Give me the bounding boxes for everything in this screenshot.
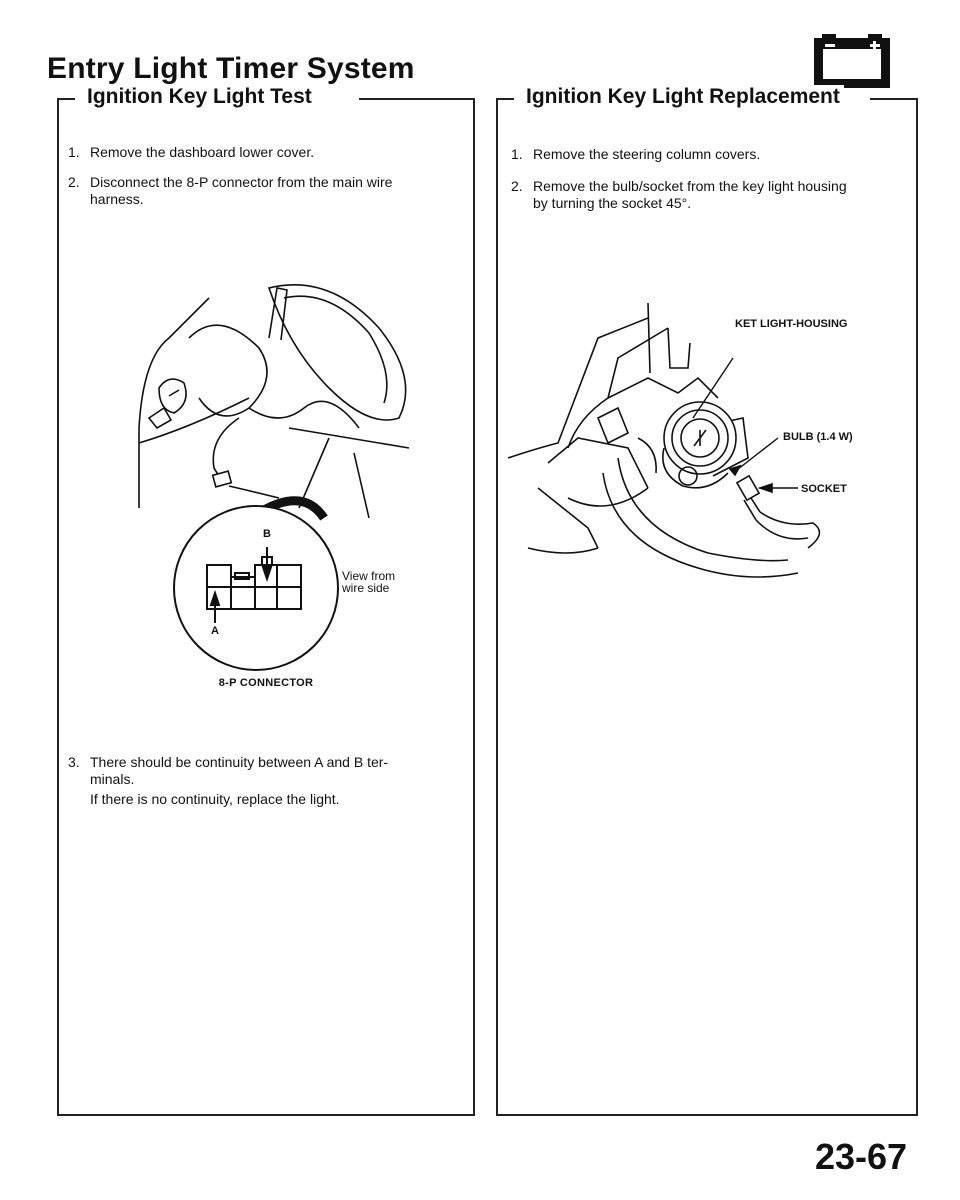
view-note [342,570,395,594]
step-text: Remove the bulb/socket from the key light housing [533,178,847,194]
step-number: 2. [68,174,80,190]
step-number: 1. [68,144,80,160]
connector-diagram [171,503,341,673]
step-text: There should be continuity between A and B ter- [90,754,389,770]
step-text: If there is no continuity, replace the light. [90,791,340,807]
connector-caption: 8-P CONNECTOR [218,677,314,689]
panel-top-rule [498,98,514,100]
section-heading: Ignition Key Light Replacement [522,85,844,109]
panel-top-rule [59,98,75,100]
housing-label: KET LIGHT-HOUSING [735,318,848,330]
panel-top-rule [359,98,473,100]
socket-label: SOCKET [801,483,847,495]
step-text: Disconnect the 8-P connector from the main wire [90,174,393,190]
step-number: 2. [511,178,523,194]
left-panel [57,85,475,1116]
step-1 [511,146,906,163]
step-text: Remove the dashboard lower cover. [90,144,315,160]
view-note-line: View from [342,569,396,583]
steering-column-illustration [129,278,419,518]
bulb-label: BULB (1.4 W) [783,431,853,443]
terminal-b-label: B [263,528,271,540]
section-heading: Ignition Key Light Test [83,85,316,109]
panel-top-rule [870,98,916,100]
step-text: by turning the socket 45°. [533,195,692,211]
battery-icon [812,30,892,90]
step-3 [68,754,463,808]
step-2 [511,178,906,212]
step-text: minals. [90,771,135,787]
step-text: Remove the steering column covers. [533,146,761,162]
step-2 [68,174,463,208]
right-panel [496,85,918,1116]
step-text: harness. [90,191,144,207]
step-number: 3. [68,754,80,770]
step-number: 1. [511,146,523,162]
terminal-a-label: A [211,625,219,637]
page-title: Entry Light Timer System [47,52,415,85]
page-number: 23-67 [815,1136,908,1177]
step-1 [68,144,463,161]
view-note-line: wire side [342,581,390,595]
